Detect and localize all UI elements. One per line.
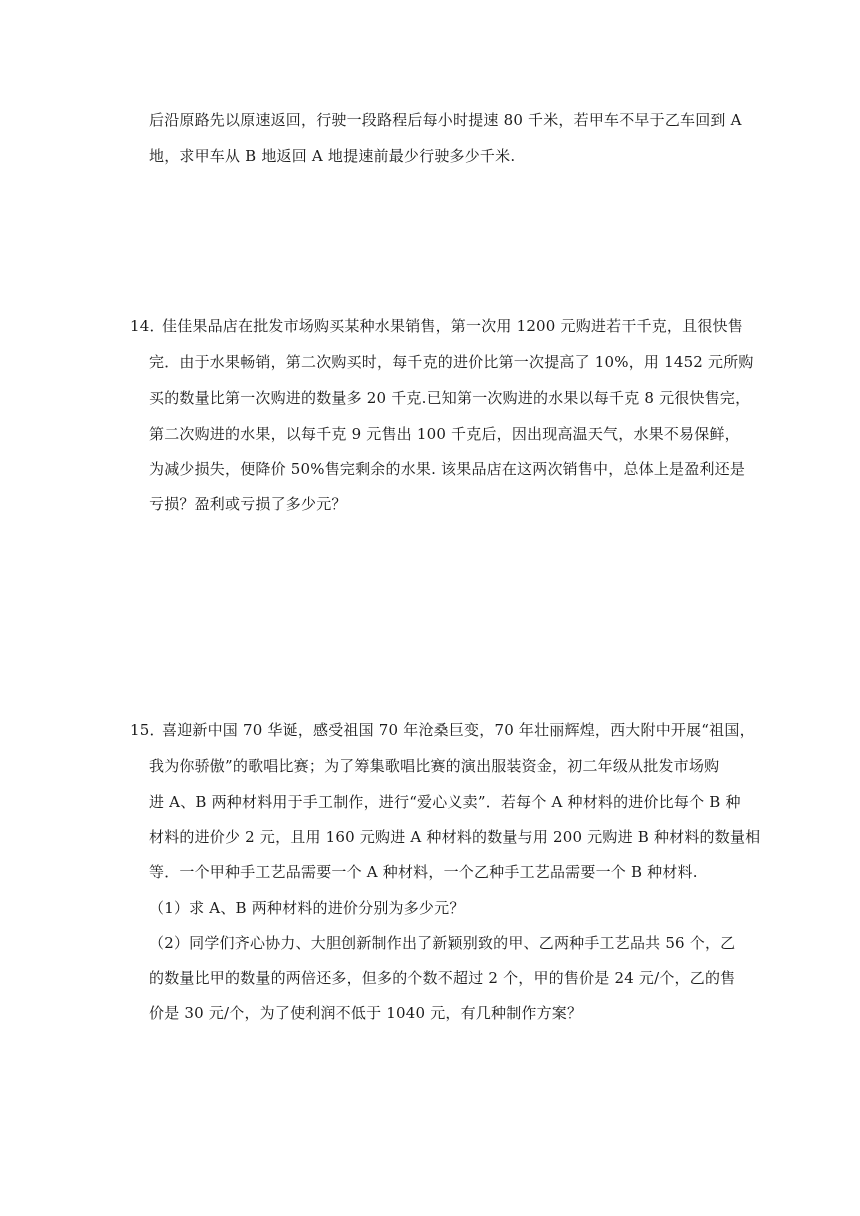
text-line: 材料的进价少 2 元，且用 160 元购进 A 种材料的数量与用 200 元购进 B 种材料的数量相: [149, 828, 761, 846]
sub-question-2-line: （2）同学们齐心协力、大胆创新制作出了新颖别致的甲、乙两种手工艺品共 56 个，乙: [149, 934, 736, 952]
text-line: 地，求甲车从 B 地返回 A 地提速前最少行驶多少千米.: [149, 147, 516, 165]
text-line: 进 A、B 两种材料用于手工制作，进行“爱心义卖”．若每个 A 种材料的进价比每个 B 种: [149, 793, 741, 811]
text-line: 买的数量比第一次购进的数量多 20 千克.已知第一次购进的水果以每千克 8 元很快售完，: [149, 389, 751, 407]
text-line: 第二次购进的水果，以每千克 9 元售出 100 千克后，因出现高温天气，水果不易保鲜，: [149, 425, 740, 443]
text-line: 喜迎新中国 70 华诞，感受祖国 70 年沧桑巨变，70 年壮丽辉煌，西大附中开展“祖国，: [162, 721, 755, 739]
sub-question-1: （1）求 A、B 两种材料的进价分别为多少元？: [149, 899, 465, 917]
problem-number: 15．: [130, 721, 165, 739]
problem-number: 14．: [130, 317, 165, 335]
text-line: 等．一个甲种手工艺品需要一个 A 种材料，一个乙种手工艺品需要一个 B 种材料.: [149, 863, 698, 881]
text-line: 佳佳果品店在批发市场购买某种水果销售，第一次用 1200 元购进若干千克，且很快售: [162, 317, 743, 335]
sub-question-2-line: 的数量比甲的数量的两倍还多，但多的个数不超过 2 个，甲的售价是 24 元/个，乙的售: [149, 969, 736, 987]
text-line: 为减少损失，便降价 50%售完剩余的水果. 该果品店在这两次销售中，总体上是盈利还是: [149, 460, 746, 478]
text-line: 亏损？盈利或亏损了多少元？: [149, 495, 347, 513]
text-line: 我为你骄傲”的歌唱比赛；为了筹集歌唱比赛的演出服装资金，初二年级从批发市场购: [149, 757, 720, 775]
text-line: 完．由于水果畅销，第二次购买时，每千克的进价比第一次提高了 10%，用 1452 元所购: [149, 353, 754, 371]
sub-question-2-line: 价是 30 元/个，为了使利润不低于 1040 元，有几种制作方案？: [149, 1004, 583, 1022]
text-line: 后沿原路先以原速返回，行驶一段路程后每小时提速 80 千米，若甲车不早于乙车回到 A: [149, 111, 742, 129]
